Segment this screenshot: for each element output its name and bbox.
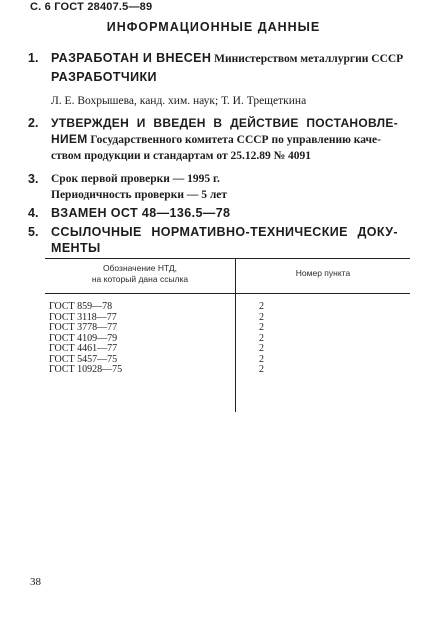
table-cell-clause: 2 — [259, 311, 264, 323]
item-5 — [28, 224, 398, 256]
item-1-lead: РАЗРАБОТАН И ВНЕСЕН — [51, 51, 212, 65]
item-number: 2. — [28, 116, 39, 130]
table-cell-clause: 2 — [259, 301, 264, 312]
table-cell-clause: 2 — [259, 364, 264, 375]
replaces-standard: ВЗАМЕН ОСТ 48—136.5—78 — [51, 206, 231, 220]
item-number: 5. — [28, 225, 39, 239]
item-1 — [28, 50, 404, 109]
item-number: 1. — [28, 51, 39, 65]
reference-table — [45, 258, 410, 412]
column-header-document-line2: на который дана ссылка — [91, 274, 189, 284]
item-2 — [28, 115, 398, 164]
first-review-date: Срок первой проверки — 1995 г. — [51, 173, 220, 185]
page-header: С. 6 ГОСТ 28407.5—89 — [30, 1, 153, 13]
item-2-line3: ством продукции и стандартам от 25.12.89 № 4091 — [51, 150, 312, 162]
developers-heading: РАЗРАБОТЧИКИ — [51, 70, 157, 84]
item-1-rest: Министерством металлургии СССР — [211, 53, 404, 65]
table-cell-doc: ГОСТ 859—78 — [49, 301, 113, 312]
authors: Л. Е. Вохрышева, канд. хим. наук; Т. И. Трещеткина — [51, 95, 307, 107]
item-2-line1: УТВЕРЖДЕН И ВВЕДЕН В ДЕЙСТВИЕ ПОСТАНОВЛЕ- — [51, 116, 398, 130]
table-cell-doc: ГОСТ 3778—77 — [49, 322, 118, 333]
table-cell-doc: ГОСТ 10928—75 — [49, 364, 123, 375]
table-header — [45, 259, 410, 294]
table-cell-clause: 2 — [259, 343, 264, 354]
section-title: ИНФОРМАЦИОННЫЕ ДАННЫЕ — [106, 20, 321, 34]
table-cell-doc: ГОСТ 3118—77 — [49, 311, 117, 323]
table-cell-doc: ГОСТ 4109—79 — [49, 332, 118, 344]
table-cell-doc: ГОСТ 4461—77 — [49, 343, 118, 354]
item-2-line2-lead: НИЕМ — [51, 132, 88, 146]
item-5-line1: ССЫЛОЧНЫЕ НОРМАТИВНО-ТЕХНИЧЕСКИЕ ДОКУ- — [51, 225, 398, 239]
column-header-document — [45, 259, 236, 293]
table-cell-clause: 2 — [259, 322, 264, 333]
table-cell-doc: ГОСТ 5457—75 — [49, 353, 118, 365]
item-2-line2-rest: Государственного комитета СССР по управлению каче- — [87, 134, 381, 146]
item-4 — [28, 205, 398, 221]
column-header-clause: Номер пункта — [295, 268, 351, 278]
item-5-line2: МЕНТЫ — [51, 241, 101, 255]
table-cell-clause: 2 — [259, 353, 264, 365]
clause-column — [236, 302, 410, 412]
page-number: 38 — [30, 576, 41, 588]
item-3 — [28, 171, 398, 203]
table-cell-clause: 2 — [259, 332, 264, 344]
item-number: 3. — [28, 172, 39, 186]
column-header-document-line1: Обозначение НТД, — [102, 263, 178, 273]
review-period: Периодичность проверки — 5 лет — [51, 189, 228, 201]
item-number: 4. — [28, 206, 39, 220]
document-column — [45, 294, 236, 412]
